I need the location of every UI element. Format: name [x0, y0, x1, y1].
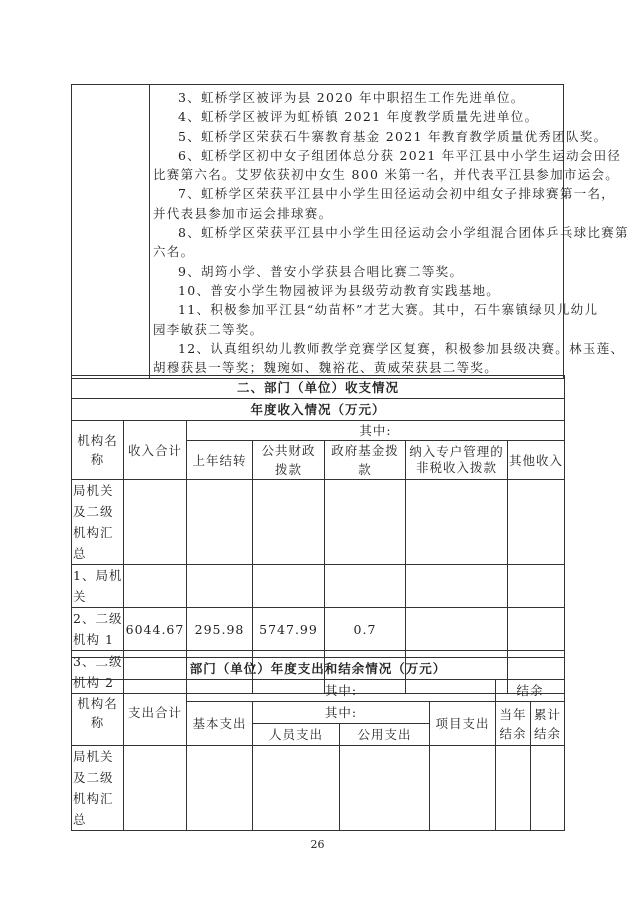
income-header-carryover: 上年结转	[187, 441, 253, 480]
exp-cell-cum-balance	[531, 746, 565, 831]
expenditure-table	[71, 657, 565, 831]
exp-header-org: 机构名称	[72, 680, 124, 746]
achievements-table	[71, 84, 629, 379]
exp-header-personnel: 人员支出	[253, 724, 340, 746]
income-header-org: 机构名称	[72, 421, 124, 480]
exp-cell-personnel	[253, 746, 340, 831]
section-title: 二、部门（单位）收支情况	[72, 376, 565, 399]
exp-header-project: 项目支出	[430, 702, 496, 746]
income-cell-other	[508, 565, 565, 608]
income-header-public-finance: 公共财政拨款	[253, 441, 325, 480]
income-cell-non-tax	[406, 608, 508, 651]
income-cell-gov-fund	[325, 565, 406, 608]
income-cell-total: 6044.67	[124, 608, 187, 651]
income-cell-org: 局机关及二级机构汇总	[72, 480, 124, 565]
income-cell-org: 1、局机关	[72, 565, 124, 608]
income-header-gov-fund: 政府基金拨款	[325, 441, 406, 480]
income-cell-non-tax	[406, 480, 508, 565]
page-number: 26	[310, 838, 325, 851]
achievement-line: 3、虹桥学区被评为县 2020 年中职招生工作先进单位。	[178, 90, 525, 105]
income-row	[72, 480, 565, 565]
income-row	[72, 608, 565, 651]
exp-cell-project	[430, 746, 496, 831]
expenditure-title: 部门（单位）年度支出和结余情况（万元）	[72, 658, 565, 680]
income-cell-total	[124, 565, 187, 608]
achievement-line: 7、虹桥学区荣获平江县中小学生田径运动会初中组女子排球赛第一名，	[178, 186, 616, 202]
income-row	[72, 565, 565, 608]
achievement-line: 六名。	[153, 244, 195, 260]
achievements-list	[150, 85, 629, 379]
income-cell-gov-fund	[325, 480, 406, 565]
finance-table	[71, 375, 565, 694]
achievement-line: 9、胡筠小学、普安小学获县合唱比赛二等奖。	[178, 263, 464, 279]
achievement-line: 10、普安小学生物园被评为县级劳动教育实践基地。	[178, 282, 501, 298]
achievement-line: 比赛第六名。艾罗依获初中女生 800 米第一名，并代表平江县参加市运会。	[153, 167, 620, 183]
income-cell-total	[124, 480, 187, 565]
exp-header-of-which: 其中:	[187, 680, 496, 702]
empty-cell	[72, 85, 150, 379]
exp-header-public-use: 公用支出	[340, 724, 430, 746]
exp-cell-public-use	[340, 746, 430, 831]
income-cell-other	[508, 608, 565, 651]
achievement-line: 5、虹桥学区荣获石牛寨教育基金 2021 年教育教学质量优秀团队奖。	[178, 128, 608, 144]
income-cell-carryover: 295.98	[187, 608, 253, 651]
income-title: 年度收入情况（万元）	[72, 399, 565, 421]
achievement-line: 胡穆获县一等奖；魏琬如、魏裕花、黄威荣获县二等奖。	[153, 360, 499, 376]
income-cell-non-tax	[406, 565, 508, 608]
income-cell-other	[508, 480, 565, 565]
exp-cell-basic	[187, 746, 253, 831]
achievement-line: 并代表县参加市运会排球赛。	[153, 205, 333, 221]
exp-cell-org: 局机关及二级机构汇总	[72, 746, 124, 831]
income-header-of-which: 其中:	[187, 421, 565, 441]
income-header-non-tax: 纳入专户管理的非税收入拨款	[406, 441, 508, 480]
exp-header-total: 支出合计	[124, 680, 187, 746]
income-header-other: 其他收入	[508, 441, 565, 480]
income-cell-gov-fund: 0.7	[325, 608, 406, 651]
exp-header-cum-balance: 累计结余	[531, 702, 565, 746]
income-cell-public-finance: 5747.99	[253, 608, 325, 651]
expenditure-row	[72, 746, 565, 831]
income-cell-carryover	[187, 565, 253, 608]
exp-cell-total	[124, 746, 187, 831]
income-cell-org: 3、二级机构 2	[72, 651, 124, 694]
income-header-total: 收入合计	[124, 421, 187, 480]
exp-header-basic: 基本支出	[187, 702, 253, 746]
exp-header-year-balance: 当年结余	[496, 702, 531, 746]
achievement-line: 4、虹桥学区被评为虹桥镇 2021 年度教学质量先进单位。	[178, 109, 539, 125]
income-cell-public-finance	[253, 480, 325, 565]
exp-header-of-which2: 其中:	[253, 702, 430, 724]
achievement-line: 6、虹桥学区初中女子组团体总分获 2021 年平江县中小学生运动会田径	[178, 147, 622, 163]
income-cell-org: 2、二级机构 1	[72, 608, 124, 651]
exp-header-balance: 结余	[496, 680, 565, 702]
achievement-line: 8、虹桥学区荣获平江县中小学生田径运动会小学组混合团体乒乓球比赛第	[178, 225, 629, 241]
achievement-line: 12、认真组织幼儿教师教学竞赛学区复赛，积极参加县级决赛。林玉莲、	[178, 340, 625, 356]
achievement-line: 11、积极参加平江县“幼苗杯”才艺大赛。其中，石牛寨镇绿贝儿幼儿	[178, 302, 599, 318]
exp-cell-year-balance	[496, 746, 531, 831]
income-cell-public-finance	[253, 565, 325, 608]
income-cell-carryover	[187, 480, 253, 565]
achievement-line: 园李敏获二等奖。	[153, 321, 264, 337]
